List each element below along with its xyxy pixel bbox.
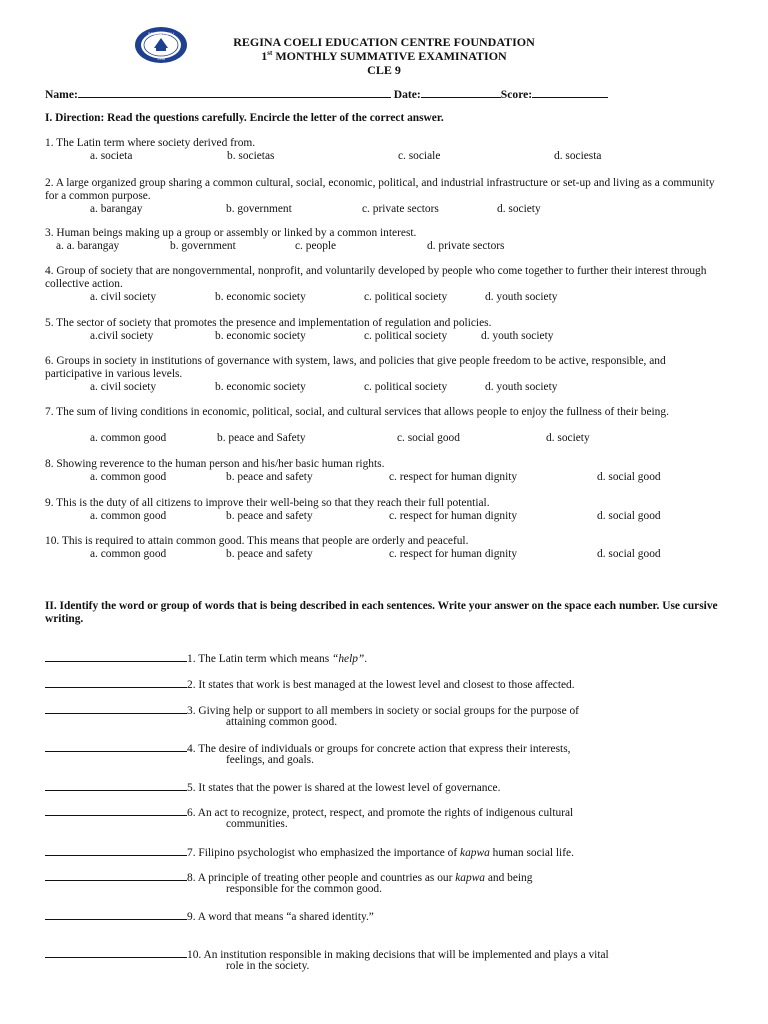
item-text-continued: role in the society. (226, 960, 310, 972)
identification-item (45, 947, 609, 962)
answer-option[interactable]: d. social good (597, 548, 661, 560)
item-number: 6. (187, 807, 196, 819)
answer-option[interactable]: a. barangay (90, 203, 143, 215)
answer-option[interactable]: a. common good (90, 471, 167, 483)
item-text-end: . (364, 653, 368, 665)
answer-blank[interactable] (45, 845, 187, 856)
answer-option[interactable]: c. respect for human dignity (389, 548, 518, 560)
answer-blank[interactable] (45, 805, 187, 816)
item-emphasis: “help” (331, 653, 365, 665)
identification-item (45, 780, 500, 795)
item-text: Filipino psychologist who emphasized the importance of (195, 847, 461, 859)
name-label: Name: (45, 88, 78, 101)
answer-option[interactable]: a. civil society (90, 381, 157, 393)
name-field[interactable] (78, 87, 391, 98)
answer-blank[interactable] (45, 741, 187, 752)
answer-option[interactable]: b. peace and safety (226, 471, 313, 483)
answer-blank[interactable] (45, 651, 187, 662)
answer-option[interactable]: d. youth society (485, 381, 558, 393)
question-text: 2. A large organized group sharing a common cultural, social, economic, political, and industrial infrastructure or set-up and living as a community for a common purpose. (45, 177, 715, 202)
item-number: 4. (187, 743, 196, 755)
item-text: A word that means “a shared identity.” (195, 911, 374, 923)
item-text-end: and being (485, 872, 533, 884)
answer-option[interactable]: a. civil society (90, 291, 157, 303)
question-text: 7. The sum of living conditions in economic, political, social, and cultural services that allows people to enjoy the fullness of their being. (45, 406, 669, 418)
answer-blank[interactable] (45, 870, 187, 881)
item-text-continued: feelings, and goals. (226, 754, 314, 766)
identification-item (45, 677, 575, 692)
answer-option[interactable]: d. society (497, 203, 541, 215)
answer-option[interactable]: d. youth society (485, 291, 558, 303)
answer-option[interactable]: b. economic society (215, 381, 306, 393)
item-text: It states that the power is shared at the lowest level of governance. (195, 782, 501, 794)
question-text: 4. Group of society that are nongovernmental, nonprofit, and voluntarily developed by people who come together to further their interest through collective action. (45, 265, 707, 290)
item-number: 5. (187, 782, 196, 794)
question-text: 3. Human beings making up a group or assembly or linked by a common interest. (45, 227, 417, 239)
item-text: An act to recognize, protect, respect, and promote the rights of indigenous cultural (195, 807, 574, 819)
answer-option[interactable]: b. government (170, 240, 236, 252)
item-text-end: human social life. (489, 847, 574, 859)
identification-item (45, 909, 374, 924)
answer-option[interactable]: b. economic society (215, 291, 306, 303)
item-number: 2. (187, 679, 196, 691)
answer-option[interactable]: d. society (546, 432, 590, 444)
answer-option[interactable]: d. youth society (481, 330, 554, 342)
exam-title: 1st MONTHLY SUMMATIVE EXAMINATION (261, 49, 507, 63)
answer-blank[interactable] (45, 703, 187, 714)
answer-option[interactable]: b. societas (227, 150, 275, 162)
svg-text:1996: 1996 (156, 57, 166, 61)
question-text: 1. The Latin term where society derived from. (45, 137, 256, 149)
item-emphasis: kapwa (455, 872, 485, 884)
answer-option[interactable]: b. economic society (215, 330, 306, 342)
date-label: Date: (393, 88, 421, 101)
answer-option[interactable]: a. common good (90, 548, 167, 560)
answer-option[interactable]: d. sociesta (554, 150, 602, 162)
question-text: 5. The sector of society that promotes the presence and implementation of regulation and policies. (45, 317, 492, 329)
identification-item (45, 845, 574, 860)
answer-option[interactable]: a. a. barangay (56, 240, 120, 252)
answer-option[interactable]: c. social good (397, 432, 460, 444)
answer-option[interactable]: a. societa (90, 150, 133, 162)
item-text-continued: attaining common good. (226, 716, 338, 728)
score-field[interactable] (532, 87, 608, 98)
item-text: Giving help or support to all members in society or social groups for the purpose of (195, 705, 579, 717)
question-text: 6. Groups in society in institutions of governance with system, laws, and policies that give people freedom to be active, responsible, and participative in various levels. (45, 355, 666, 380)
item-text: It states that work is best managed at the lowest level and closest to those affected. (195, 679, 575, 691)
answer-blank[interactable] (45, 947, 187, 958)
answer-option[interactable]: d. private sectors (427, 240, 505, 252)
item-text: A principle of treating other people and countries as our (195, 872, 456, 884)
answer-option[interactable]: b. peace and safety (226, 510, 313, 522)
answer-option[interactable]: c. private sectors (362, 203, 439, 215)
answer-option[interactable]: a.civil society (90, 330, 154, 342)
item-text: The desire of individuals or groups for concrete action that express their interests, (195, 743, 571, 755)
part2-direction: II. Identify the word or group of words that is being described in each sentences. Write your answer on the space each number. Use cursive writing. (45, 600, 718, 625)
answer-option[interactable]: c. political society (364, 330, 448, 342)
subject-title: CLE 9 (367, 63, 401, 77)
item-text: The Latin term which means (195, 653, 332, 665)
question-text: 10. This is required to attain common good. This means that people are orderly and peaceful. (45, 535, 469, 547)
item-number: 7. (187, 847, 196, 859)
answer-option[interactable]: c. sociale (398, 150, 441, 162)
answer-option[interactable]: c. respect for human dignity (389, 510, 518, 522)
item-text-continued: communities. (226, 818, 288, 830)
question-text: 9. This is the duty of all citizens to improve their well-being so that they reach their full potential. (45, 497, 490, 509)
answer-blank[interactable] (45, 780, 187, 791)
answer-option[interactable]: a. common good (90, 432, 167, 444)
item-text-continued: responsible for the common good. (226, 883, 382, 895)
item-text: An institution responsible in making decisions that will be implemented and plays a vital (201, 949, 609, 961)
item-number: 3. (187, 705, 196, 717)
answer-option[interactable]: c. respect for human dignity (389, 471, 518, 483)
item-emphasis: kapwa (460, 847, 490, 859)
date-field[interactable] (421, 87, 501, 98)
identification-item (45, 651, 367, 666)
item-number: 10. (187, 949, 202, 961)
answer-option[interactable]: d. social good (597, 510, 661, 522)
answer-option[interactable]: b. peace and safety (226, 548, 313, 560)
item-number: 8. (187, 872, 196, 884)
question-text: 8. Showing reverence to the human person and his/her basic human rights. (45, 458, 385, 470)
answer-option[interactable]: d. social good (597, 471, 661, 483)
identification-item (45, 805, 573, 820)
answer-option[interactable]: b. peace and Safety (217, 432, 306, 444)
answer-blank[interactable] (45, 909, 187, 920)
answer-option[interactable]: c. political society (364, 291, 448, 303)
answer-option[interactable]: c. political society (364, 381, 448, 393)
school-name: REGINA COELI EDUCATION CENTRE FOUNDATION (233, 35, 535, 49)
item-number: 9. (187, 911, 196, 923)
answer-blank[interactable] (45, 677, 187, 688)
answer-option[interactable]: b. government (226, 203, 292, 215)
answer-option[interactable]: c. people (295, 240, 337, 252)
svg-text:REGINA COELI: REGINA COELI (148, 32, 174, 36)
part1-direction: I. Direction: Read the questions carefully. Encircle the letter of the correct answer. (45, 112, 444, 124)
score-label: Score: (500, 88, 533, 101)
answer-option[interactable]: a. common good (90, 510, 167, 522)
student-info-line (45, 87, 608, 101)
item-number: 1. (187, 653, 196, 665)
